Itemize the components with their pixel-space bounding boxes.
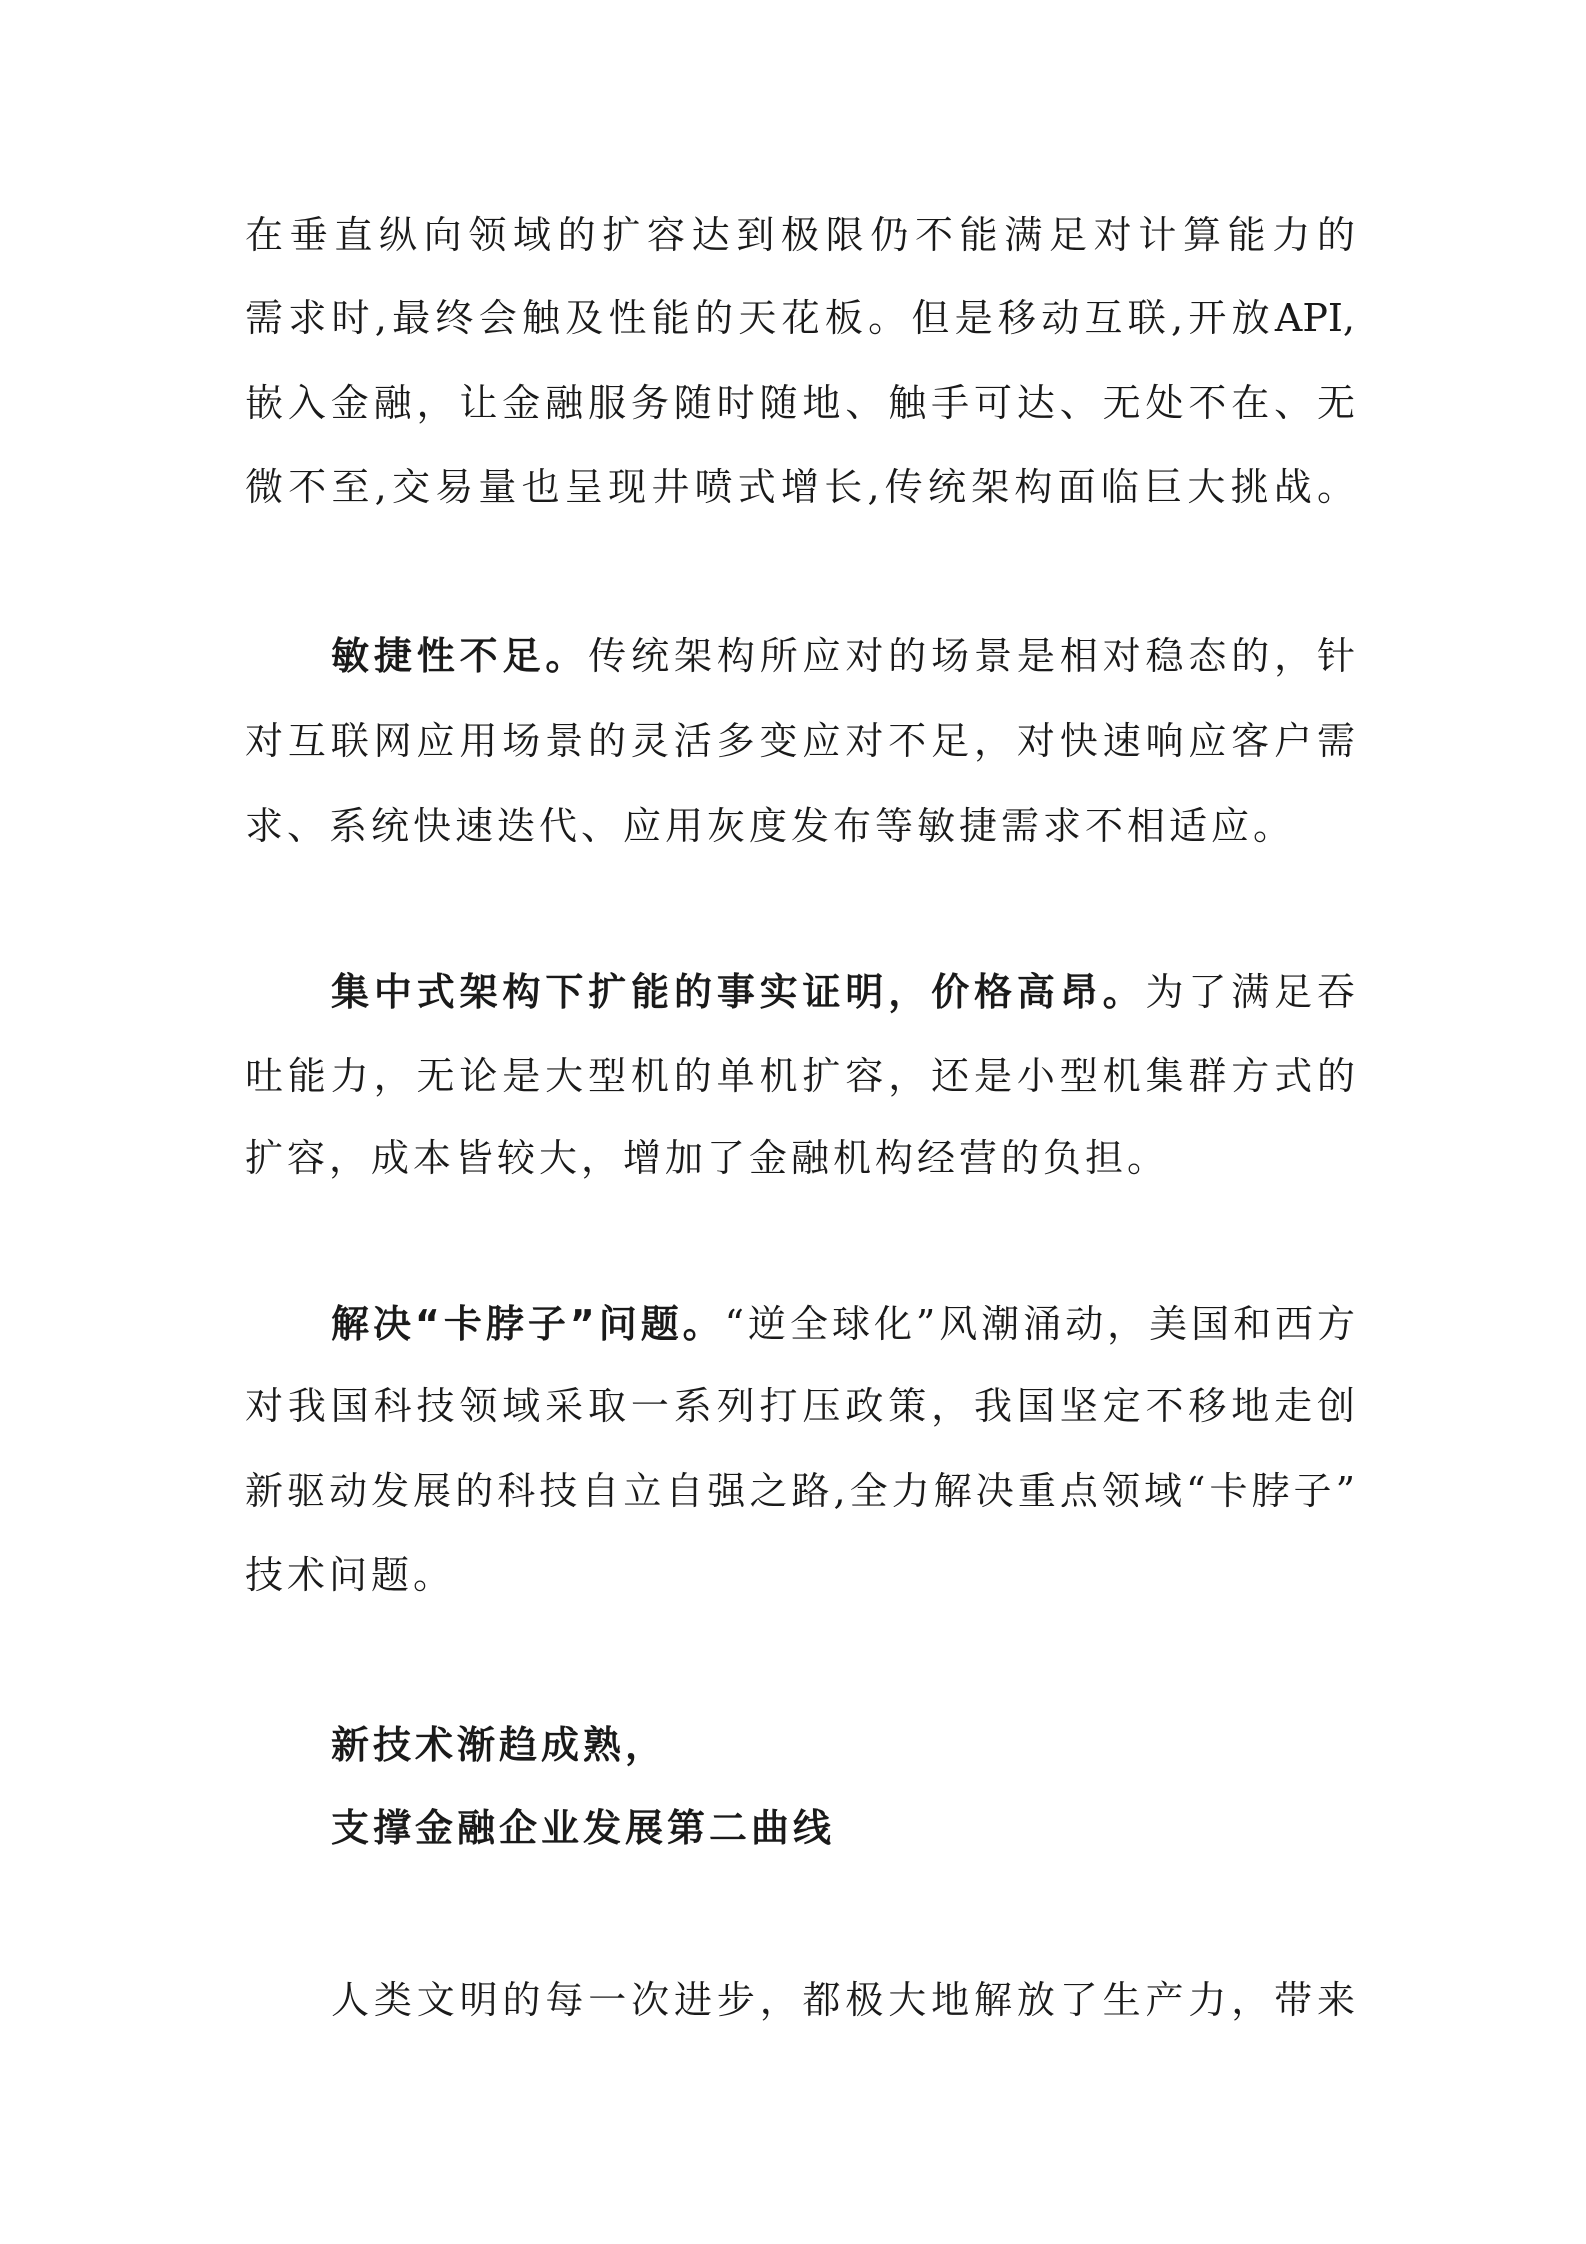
- text-line: 新驱动发展的科技自立自强之路,全力解决重点领域“卡脖子”: [245, 1469, 1355, 1513]
- paragraph-lead: 敏捷性不足。: [331, 634, 589, 678]
- text-line: 对我国科技领域采取一系列打压政策，我国坚定不移地走创: [245, 1384, 1355, 1428]
- heading-line: 新技术渐趋成熟，: [331, 1723, 668, 1767]
- text-line: 技术问题。: [245, 1553, 456, 1597]
- text-line: [331, 950, 1355, 1034]
- text-line: 在垂直纵向领域的扩容达到极限仍不能满足对计算能力的: [245, 213, 1355, 257]
- text-run: 传统架构所应对的场景是相对稳态的，针: [588, 634, 1355, 678]
- heading-line: 支撑金融企业发展第二曲线: [331, 1806, 836, 1850]
- paragraph-lead: 解决“卡脖子”问题。: [331, 1302, 725, 1346]
- paragraph-lead: 集中式架构下扩能的事实证明，价格高昂。: [331, 970, 1146, 1014]
- text-run: 为了满足吞: [1145, 970, 1355, 1014]
- text-line: 扩容，成本皆较大，增加了金融机构经营的负担。: [245, 1136, 1170, 1180]
- text-line: 微不至,交易量也呈现井喷式增长,传统架构面临巨大挑战。: [245, 465, 1355, 509]
- text-line: [331, 614, 1355, 698]
- text-line: 嵌入金融，让金融服务随时随地、触手可达、无处不在、无: [245, 381, 1355, 425]
- text-line: 对互联网应用场景的灵活多变应对不足，对快速响应客户需: [245, 719, 1355, 763]
- text-line: 需求时,最终会触及性能的天花板。但是移动互联,开放API,: [245, 296, 1355, 340]
- text-line: 吐能力，无论是大型机的单机扩容，还是小型机集群方式的: [245, 1054, 1355, 1098]
- text-line: [331, 1282, 1355, 1366]
- text-run: “逆全球化”风潮涌动，美国和西方: [724, 1302, 1356, 1346]
- text-line: 人类文明的每一次进步，都极大地解放了生产力，带来: [331, 1978, 1355, 2022]
- text-line: 求、系统快速迭代、应用灰度发布等敏捷需求不相适应。: [245, 804, 1296, 848]
